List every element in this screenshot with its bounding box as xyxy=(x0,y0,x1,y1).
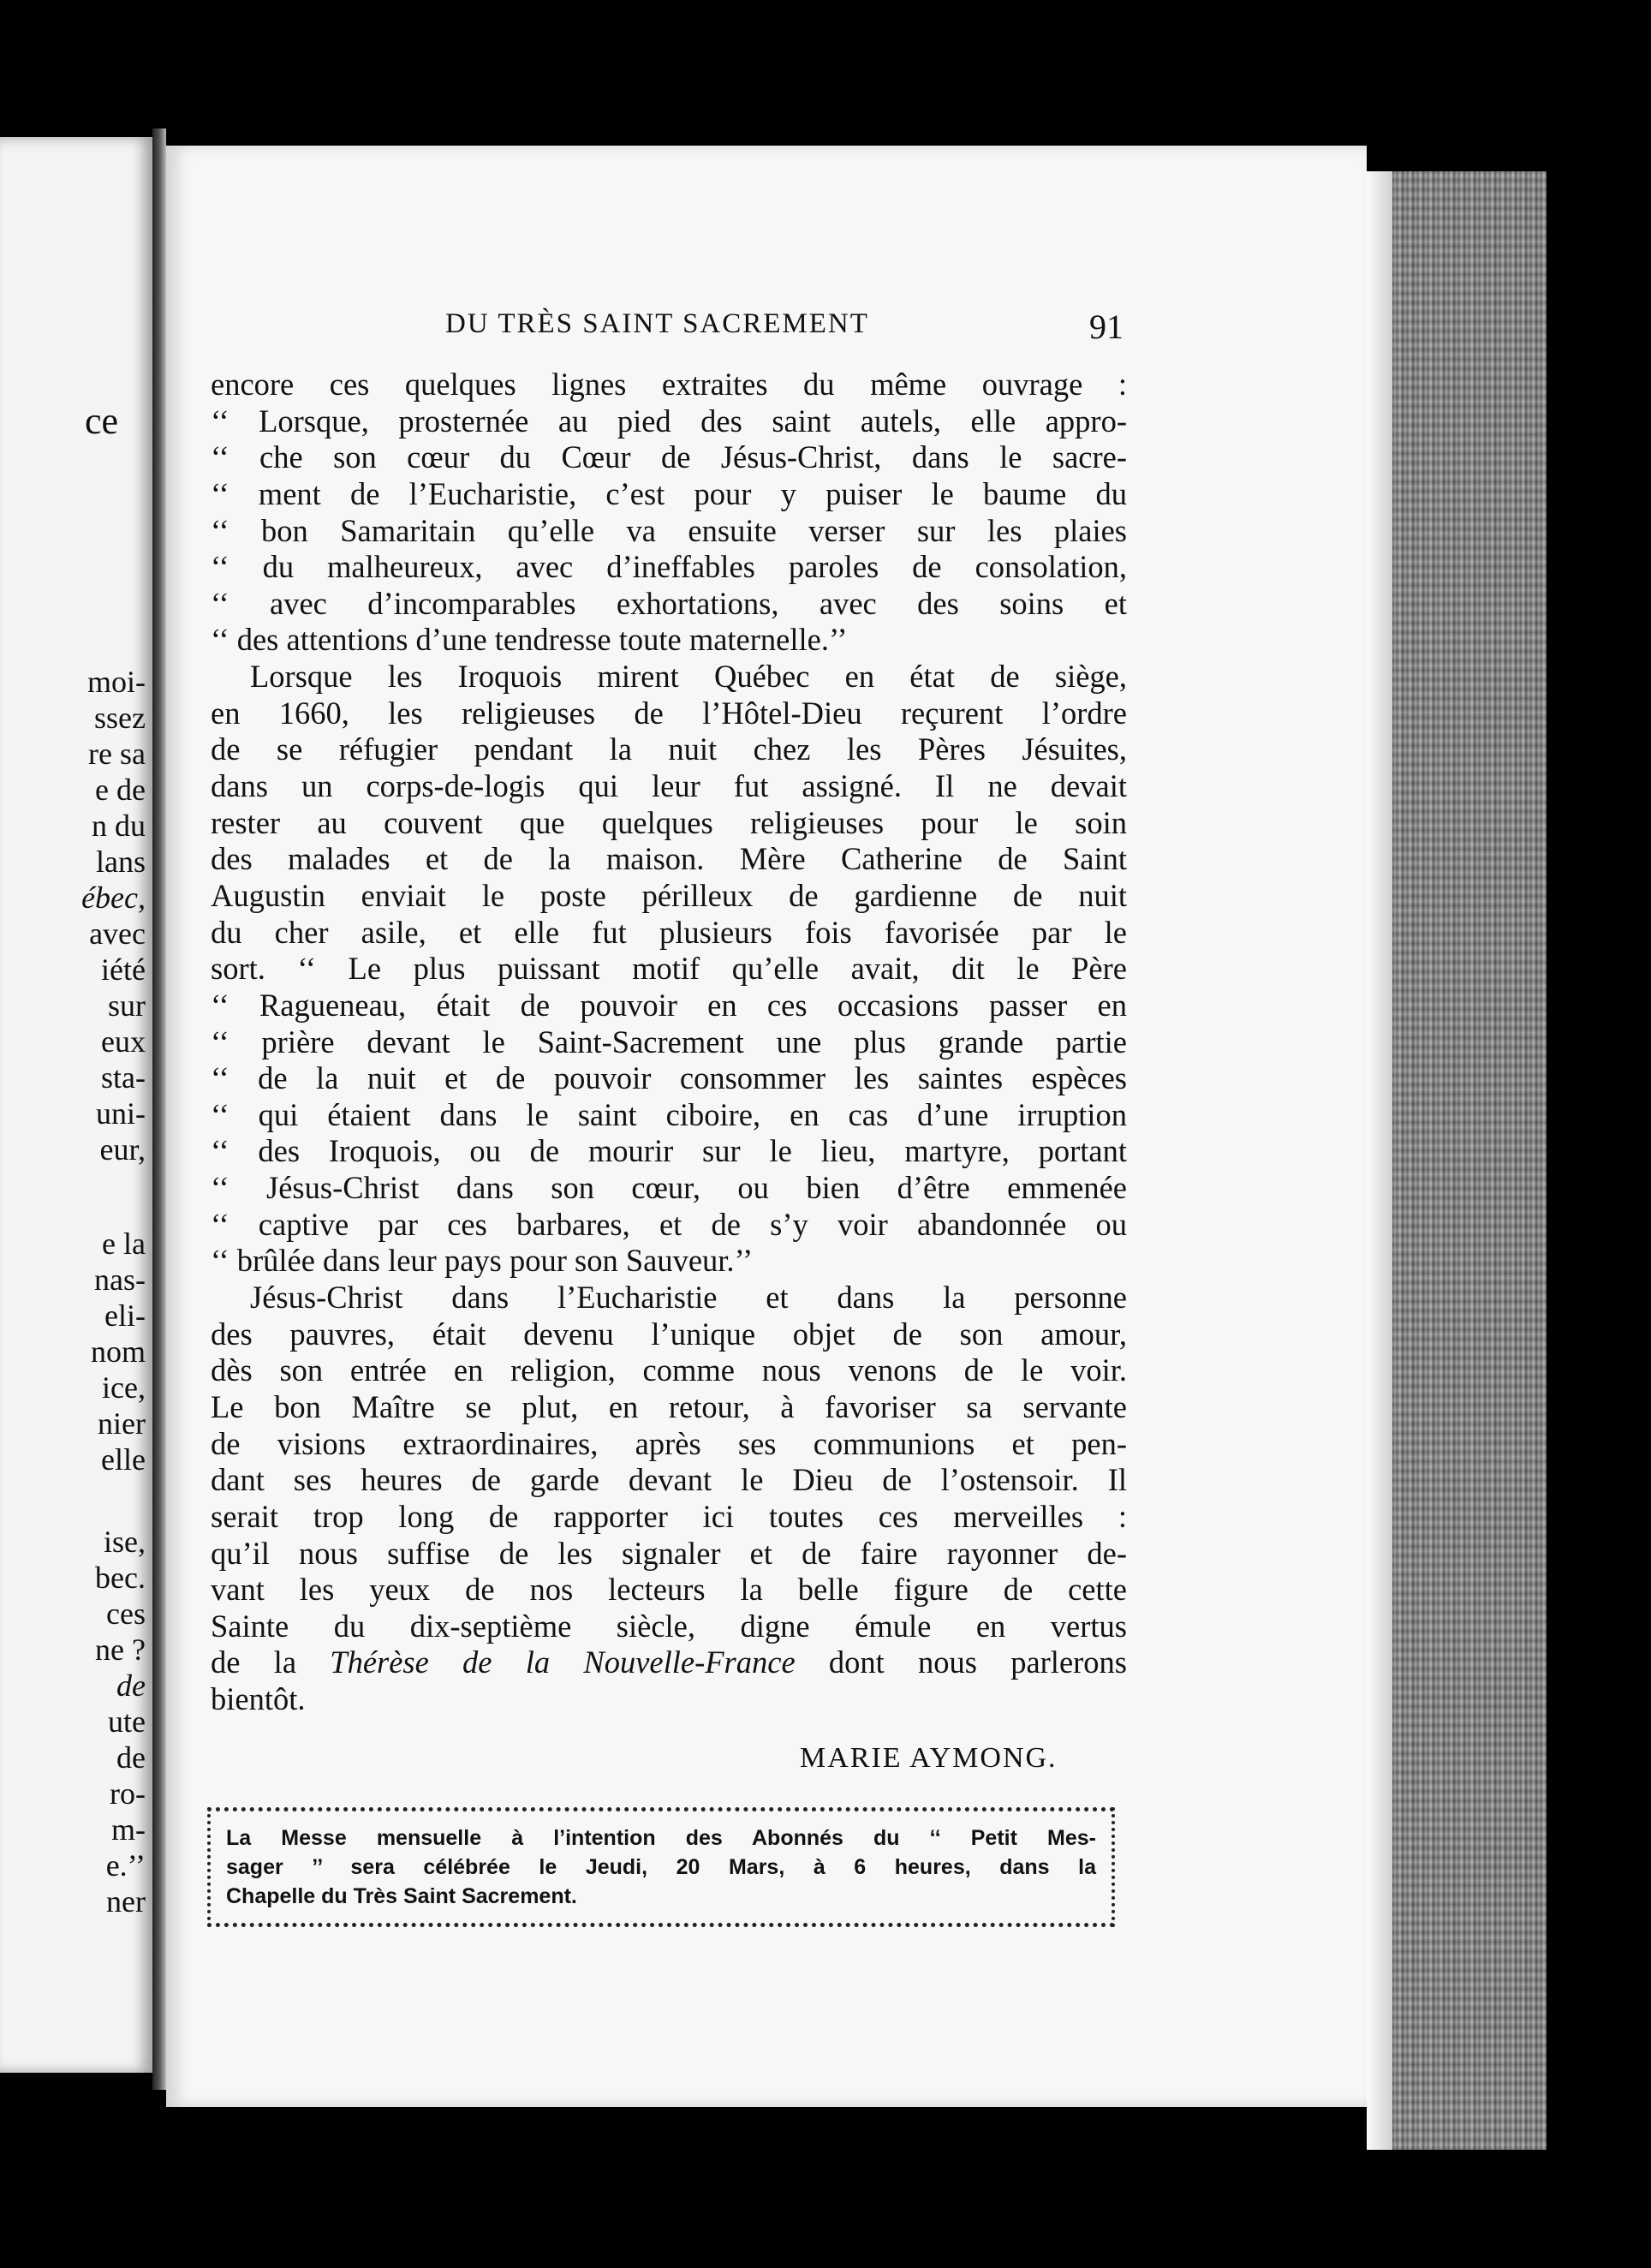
left-page-fragment: ner xyxy=(106,1884,146,1919)
left-page-fragment: ne ? xyxy=(95,1632,146,1667)
body-line: ‘‘ ment de l’Eucharistie, c’est pour y puiser le baume du xyxy=(211,475,1127,511)
body-line: ‘‘ che son cœur du Cœur de Jésus-Christ, dans le sacre- xyxy=(211,439,1127,475)
left-page-fragment: ice, xyxy=(102,1370,146,1405)
body-line: Le bon Maître se plut, en retour, à favoriser sa servante xyxy=(211,1388,1127,1424)
notice-line: Chapelle du Très Saint Sacrement. xyxy=(226,1884,577,1908)
left-page-fragment: iété xyxy=(101,952,146,987)
left-page-fragment: avec xyxy=(89,916,146,951)
book-gutter xyxy=(152,128,166,2090)
notice-line: La Messe mensuelle à l’intention des Abonnés du ‘‘ Petit Mes- xyxy=(226,1826,1096,1850)
body-line: Sainte du dix-septième siècle, digne émule en vertus xyxy=(211,1608,1127,1644)
body-line: bientôt. xyxy=(211,1681,306,1717)
body-line: ‘‘ des attentions d’une tendresse toute maternelle.’’ xyxy=(211,622,848,658)
left-page-fragment: nas- xyxy=(94,1262,146,1297)
body-line: des malades et de la maison. Mère Catherine de Saint xyxy=(211,841,1127,877)
body-line: encore ces quelques lignes extraites du même ouvrage : xyxy=(211,367,1127,402)
left-page-fragment: re sa xyxy=(88,737,146,771)
left-page-fragment: moi- xyxy=(87,665,146,699)
body-line: de visions extraordinaires, après ses communions et pen- xyxy=(211,1425,1127,1461)
left-page-fragment: elle xyxy=(101,1442,146,1477)
left-page-fragment: m- xyxy=(111,1812,146,1847)
body-line: de la Thérèse de la Nouvelle-France dont nous parlerons xyxy=(211,1644,1128,1680)
body-line: ‘‘ de la nuit et de pouvoir consommer les saintes espèces xyxy=(211,1060,1127,1096)
body-line: de se réfugier pendant la nuit chez les Pères Jésuites, xyxy=(211,731,1127,767)
left-page-fragment: ute xyxy=(108,1704,146,1739)
body-line: ‘‘ des Iroquois, ou de mourir sur le lieu, martyre, portant xyxy=(211,1133,1127,1169)
body-line: ‘‘ Jésus-Christ dans son cœur, ou bien d’être emmenée xyxy=(211,1170,1127,1206)
left-page-fragment: nier xyxy=(98,1406,146,1441)
body-line: ‘‘ du malheureux, avec d’ineffables paroles de consolation, xyxy=(211,549,1127,585)
left-page-fragment: sur xyxy=(108,988,146,1023)
body-line: Lorsque les Iroquois mirent Québec en état de siège, xyxy=(250,659,1127,695)
body-line: ‘‘ bon Samaritain qu’elle va ensuite verser sur les plaies xyxy=(211,512,1127,548)
left-page-fragment: lans xyxy=(96,845,146,879)
body-line: Augustin enviait le poste périlleux de gardienne de nuit xyxy=(211,877,1127,913)
left-page-fragment: e de xyxy=(95,773,146,807)
body-line: ‘‘ qui étaient dans le saint ciboire, en cas d’une irruption xyxy=(211,1096,1127,1132)
left-page-fragment: de xyxy=(116,1740,146,1775)
body-line: serait trop long de rapporter ici toutes ces merveilles : xyxy=(211,1498,1127,1534)
body-line: du cher asile, et elle fut plusieurs fois favorisée par le xyxy=(211,914,1127,950)
body-line: qu’il nous suffise de les signaler et de faire rayonner de- xyxy=(211,1535,1127,1571)
left-page-fragment: eux xyxy=(101,1024,146,1059)
body-line: ‘‘ prière devant le Saint-Sacrement une plus grande partie xyxy=(211,1024,1127,1059)
body-line: rester au couvent que quelques religieuses pour le soin xyxy=(211,804,1127,840)
left-page-fragment: eli- xyxy=(104,1298,146,1333)
body-line: ‘‘ brûlée dans leur pays pour son Sauveur.’’ xyxy=(211,1243,754,1279)
left-page-fragment: de xyxy=(116,1668,146,1703)
left-page-fragment: ce xyxy=(84,400,118,442)
page-stack-edge xyxy=(1367,171,1547,2150)
body-line: ‘‘ Lorsque, prosternée au pied des saint autels, elle appro- xyxy=(211,403,1127,439)
page-edge-shade xyxy=(1367,171,1392,2150)
body-line: ‘‘ Ragueneau, était de pouvoir en ces occasions passer en xyxy=(211,987,1127,1023)
page-number: 91 xyxy=(1089,307,1124,346)
left-page-fragment: e la xyxy=(102,1227,146,1261)
body-line: dès son entrée en religion, comme nous venons de le voir. xyxy=(211,1352,1127,1388)
author-signature: MARIE AYMONG. xyxy=(800,1742,1058,1774)
body-line: en 1660, les religieuses de l’Hôtel-Dieu reçurent l’ordre xyxy=(211,695,1127,731)
left-page-fragment: sta- xyxy=(101,1060,146,1095)
left-page-fragment: ro- xyxy=(110,1776,146,1811)
left-page-fragment: bec. xyxy=(95,1561,146,1595)
body-line: dant ses heures de garde devant le Dieu de l’ostensoir. Il xyxy=(211,1462,1127,1498)
body-line: ‘‘ captive par ces barbares, et de s’y voir abandonnée ou xyxy=(211,1206,1127,1242)
mass-notice-box xyxy=(207,1807,1115,1927)
body-line: ‘‘ avec d’incomparables exhortations, avec des soins et xyxy=(211,585,1127,621)
left-page-fragment: ces xyxy=(106,1597,146,1631)
body-line: Jésus-Christ dans l’Eucharistie et dans la personne xyxy=(250,1280,1127,1316)
body-text xyxy=(211,367,1127,1718)
left-page-fragment: nom xyxy=(90,1334,146,1369)
left-facing-page xyxy=(0,137,158,2073)
left-page-fragment: ssez xyxy=(94,701,146,735)
italic-title: Thérèse de la Nouvelle-France xyxy=(330,1644,796,1680)
body-line: dans un corps-de-logis qui leur fut assigné. Il ne devait xyxy=(211,768,1127,804)
left-page-fragment: e.’’ xyxy=(105,1848,146,1883)
left-page-fragment: ise, xyxy=(104,1525,146,1559)
running-head: DU TRÈS SAINT SACREMENT xyxy=(445,308,869,339)
notice-line: sager ’’ sera célébrée le Jeudi, 20 Mars, à 6 heures, dans la xyxy=(226,1855,1096,1879)
body-line: vant les yeux de nos lecteurs la belle figure de cette xyxy=(211,1572,1127,1608)
left-page-fragment: n du xyxy=(92,809,146,843)
left-page-fragment: eur, xyxy=(99,1132,146,1167)
body-line: sort. ‘‘ Le plus puissant motif qu’elle avait, dit le Père xyxy=(211,951,1127,987)
left-page-fragment: ébec, xyxy=(81,880,146,915)
body-line: des pauvres, était devenu l’unique objet de son amour, xyxy=(211,1316,1127,1352)
left-page-fragment: uni- xyxy=(96,1096,146,1131)
